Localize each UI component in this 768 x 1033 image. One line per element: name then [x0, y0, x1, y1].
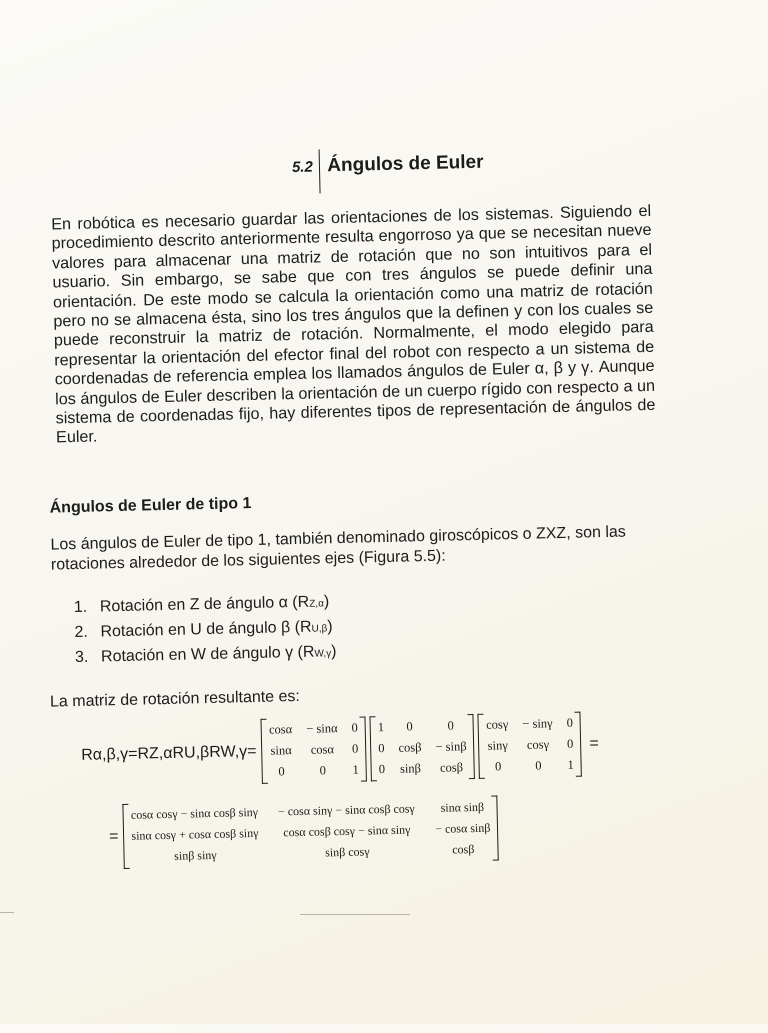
matrix-cell: 0 — [351, 741, 359, 756]
subscript: W, — [314, 648, 327, 660]
matrix-cell: 0 — [535, 758, 542, 773]
matrix-cell: cosγ — [485, 717, 509, 732]
list-close: ) — [330, 643, 337, 661]
matrix-cell: − cosα sinγ − sinα cosβ cosγ — [277, 801, 415, 819]
matrix-cell: − sinα — [306, 721, 338, 736]
matrix-cell: 1 — [377, 720, 385, 735]
matrix-cell: 0 — [319, 763, 327, 778]
matrix-cell: 0 — [447, 718, 454, 733]
list-close: ) — [323, 593, 330, 611]
matrix-cell: 0 — [378, 762, 386, 777]
matrix-cell: 0 — [351, 720, 358, 735]
list-text: Rotación en W de ángulo γ (R — [100, 643, 315, 666]
matrix-cell: cosα — [310, 742, 335, 757]
matrix-cell: 1 — [567, 757, 574, 772]
rotation-list — [74, 593, 337, 674]
section-number: 5.2 — [291, 158, 314, 176]
intro-paragraph: En robótica es necesario guardar las orientaciones de los sistemas. Siguiendo el procedimiento descrito anteriormente resulta engorroso ya que se necesitan nueve valores para almacenar una matriz de rotación que no son intuitivos para el usuario. Sin embargo, se sabe que con tres ángulos se puede definir una orientación. De este modo se calcula la orientación como una matriz de rotación pero no se almacena ésta, sino los tres ángulos que la definen y con los cuales se puede reconstruir la matriz de rotación. Normalmente, el modo elegido para representar la orientación del efector final del robot con respecto a un sistema de coordenadas de referencia emplea los llamados ángulos de Euler α, β y γ. Aunque los ángulos de Euler describen la orientación de un cuerpo rígido con respecto a un sistema de coordenadas fijo, hay diferentes tipos de representación de ángulos de Euler. — [51, 201, 656, 447]
list-number: 1. — [73, 598, 88, 617]
section-title: Ángulos de Euler — [327, 151, 484, 177]
matrix-rz — [261, 716, 367, 783]
matrix-cell: cosα cosβ cosγ − sinα sinγ — [283, 822, 411, 840]
scan-mark — [300, 914, 410, 915]
matrix-cell: 0 — [278, 764, 285, 779]
subsection-title: Ángulos de Euler de tipo 1 — [49, 495, 252, 517]
equation-label: La matriz de rotación resultante es: — [49, 687, 301, 711]
matrix-cell: sinβ sinγ — [174, 847, 217, 863]
matrix-cell: cosβ — [439, 760, 464, 775]
result-matrix — [123, 795, 499, 868]
matrix-cell: sinγ — [487, 738, 508, 753]
list-close: ) — [327, 618, 333, 636]
matrix-cell: cosβ — [452, 842, 475, 857]
matrix-cell: 0 — [494, 759, 502, 774]
matrix-cell: − sinγ — [522, 716, 553, 731]
matrix-cell: cosα cosγ − sinα cosβ sinγ — [130, 804, 259, 822]
matrix-cell: sinβ cosγ — [324, 844, 370, 860]
matrix-cell: 0 — [378, 741, 385, 756]
subscript-angle: β — [321, 623, 328, 635]
subscript: Z, — [309, 598, 319, 610]
equals-sign: = — [108, 827, 119, 845]
matrix-cell: sinα cosγ + cosα cosβ sinγ — [131, 825, 259, 843]
list-number: 3. — [74, 648, 89, 667]
list-number: 2. — [74, 623, 89, 642]
subscript-angle: α — [318, 598, 325, 610]
matrix-cell: sinα — [270, 743, 292, 758]
matrix-cell: cosγ — [526, 737, 550, 752]
matrix-rw — [478, 712, 582, 779]
list-text: Rotación en U de ángulo β (R — [100, 618, 312, 641]
matrix-cell: sinα sinβ — [440, 799, 485, 815]
equals-sign: = — [589, 734, 599, 752]
result-equation — [108, 795, 501, 869]
section-heading — [292, 146, 485, 194]
matrix-cell: sinβ — [399, 761, 422, 776]
equation-lhs: Rα,β,γ=RZ,αRU,βRW,γ= — [81, 742, 257, 764]
rotation-equation — [81, 711, 600, 788]
matrix-cell: − sinβ — [435, 739, 467, 754]
subscript: U, — [311, 623, 322, 635]
matrix-ru — [370, 714, 476, 781]
matrix-cell: 1 — [352, 762, 359, 777]
matrix-cell: 0 — [406, 719, 413, 734]
list-item — [75, 643, 337, 674]
matrix-cell: 0 — [566, 736, 574, 751]
list-text: Rotación en Z de ángulo α (R — [99, 593, 310, 616]
matrix-cell: 0 — [566, 715, 574, 730]
scan-mark — [0, 912, 14, 913]
subscript-angle: γ — [326, 648, 332, 660]
subsection-paragraph: Los ángulos de Euler de tipo 1, también denominado giroscópicos o ZXZ, son las rotaciones alrededor de los siguientes ejes (Figura 5.5): — [50, 523, 626, 574]
matrix-cell: − cosα sinβ — [435, 820, 491, 836]
matrix-cell: cosβ — [398, 740, 422, 755]
matrix-cell: cosα — [268, 722, 293, 737]
